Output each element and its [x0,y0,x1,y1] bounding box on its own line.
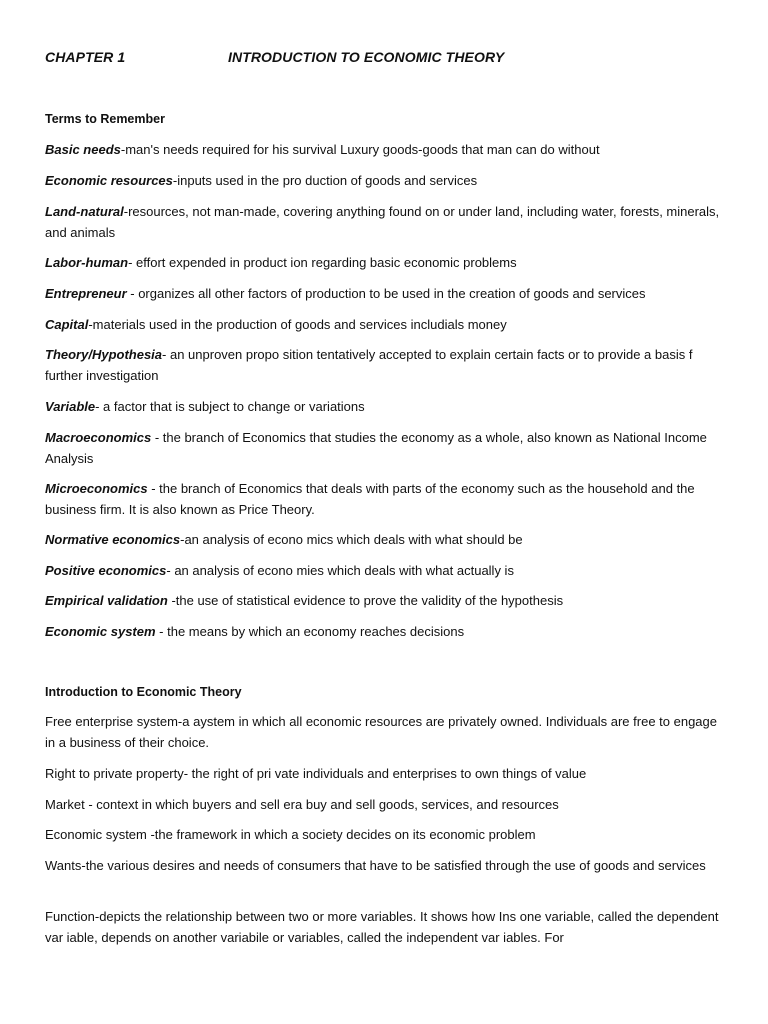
term-name: Economic system [45,624,156,639]
chapter-number: CHAPTER 1 [45,49,126,65]
term-definition: -an analysis of econo mics which deals with what should be [180,532,523,547]
term-entry [45,315,725,336]
term-definition: -man's needs required for his survival Luxury goods-goods that man can do without [120,142,600,157]
term-definition: - organizes all other factors of production to be used in the creation of goods and services [126,286,646,301]
term-name: Normative economics [45,532,181,547]
intro-paragraph: Free enterprise system-a aystem in which all economic resources are privately owned. Individuals are free to engage in a business of their choice. [45,714,717,750]
term-name: Labor-human [45,255,129,270]
term-entry [45,140,725,161]
term-name: Capital [45,317,89,332]
chapter-header [45,49,504,65]
term-name: Theory/Hypothesia [45,347,163,362]
term-name: Economic resources [45,173,173,188]
term-name: Macroeconomics [45,430,152,445]
intro-paragraph: Wants-the various desires and needs of consumers that have to be satisfied through the use of goods and services [45,858,706,873]
term-entry [45,530,725,551]
term-entry [45,591,725,612]
term-entry [45,253,725,274]
term-entry [45,397,725,418]
term-name: Empirical validation [45,593,168,608]
term-name: Entrepreneur [45,286,127,301]
term-definition: -the use of statistical evidence to prove the validity of the hypothesis [167,593,564,608]
term-entry [45,561,725,582]
term-entry [45,622,725,643]
term-name: Microeconomics [45,481,148,496]
term-definition: -resources, not man-made, covering anything found on or under land, including water, forests, minerals, and animals [45,204,720,240]
intro-paragraph: Market - context in which buyers and sell era buy and sell goods, services, and resources [45,797,559,812]
term-definition: - a factor that is subject to change or variations [95,399,365,414]
term-entry [45,428,725,469]
term-definition: -materials used in the production of goods and services includials money [88,317,507,332]
term-name: Basic needs [45,142,121,157]
term-definition: - effort expended in product ion regarding basic economic problems [128,255,517,270]
term-entry [45,284,725,305]
term-entry [45,171,725,192]
term-definition: -inputs used in the pro duction of goods and services [172,173,478,188]
intro-paragraph: Right to private property- the right of pri vate individuals and enterprises to own things of value [45,766,587,781]
intro-paragraph: Function-depicts the relationship between two or more variables. It shows how Ins one variable, called the dependent var iable, depends on another variabile or variables, called the independent var iables. For [45,909,719,945]
terms-heading: Terms to Remember [45,112,165,126]
intro-paragraph: Economic system -the framework in which a society decides on its economic problem [45,827,536,842]
term-entry [45,479,725,520]
term-definition: - the branch of Economics that deals with parts of the economy such as the household and the business firm. It is also known as Price Theory. [45,481,695,517]
term-entry [45,345,725,386]
chapter-title: INTRODUCTION TO ECONOMIC THEORY [228,49,505,65]
term-definition: - the means by which an economy reaches decisions [155,624,465,639]
intro-heading: Introduction to Economic Theory [45,685,242,699]
term-entry [45,202,725,243]
term-name: Positive economics [45,563,167,578]
term-definition: - an analysis of econo mies which deals with what actually is [166,563,514,578]
term-name: Variable [45,399,96,414]
term-definition: - the branch of Economics that studies the economy as a whole, also known as National Income Analysis [45,430,707,466]
term-definition: - an unproven propo sition tentatively accepted to explain certain facts or to provide a basis f further investigation [45,347,693,383]
term-name: Land-natural [45,204,124,219]
